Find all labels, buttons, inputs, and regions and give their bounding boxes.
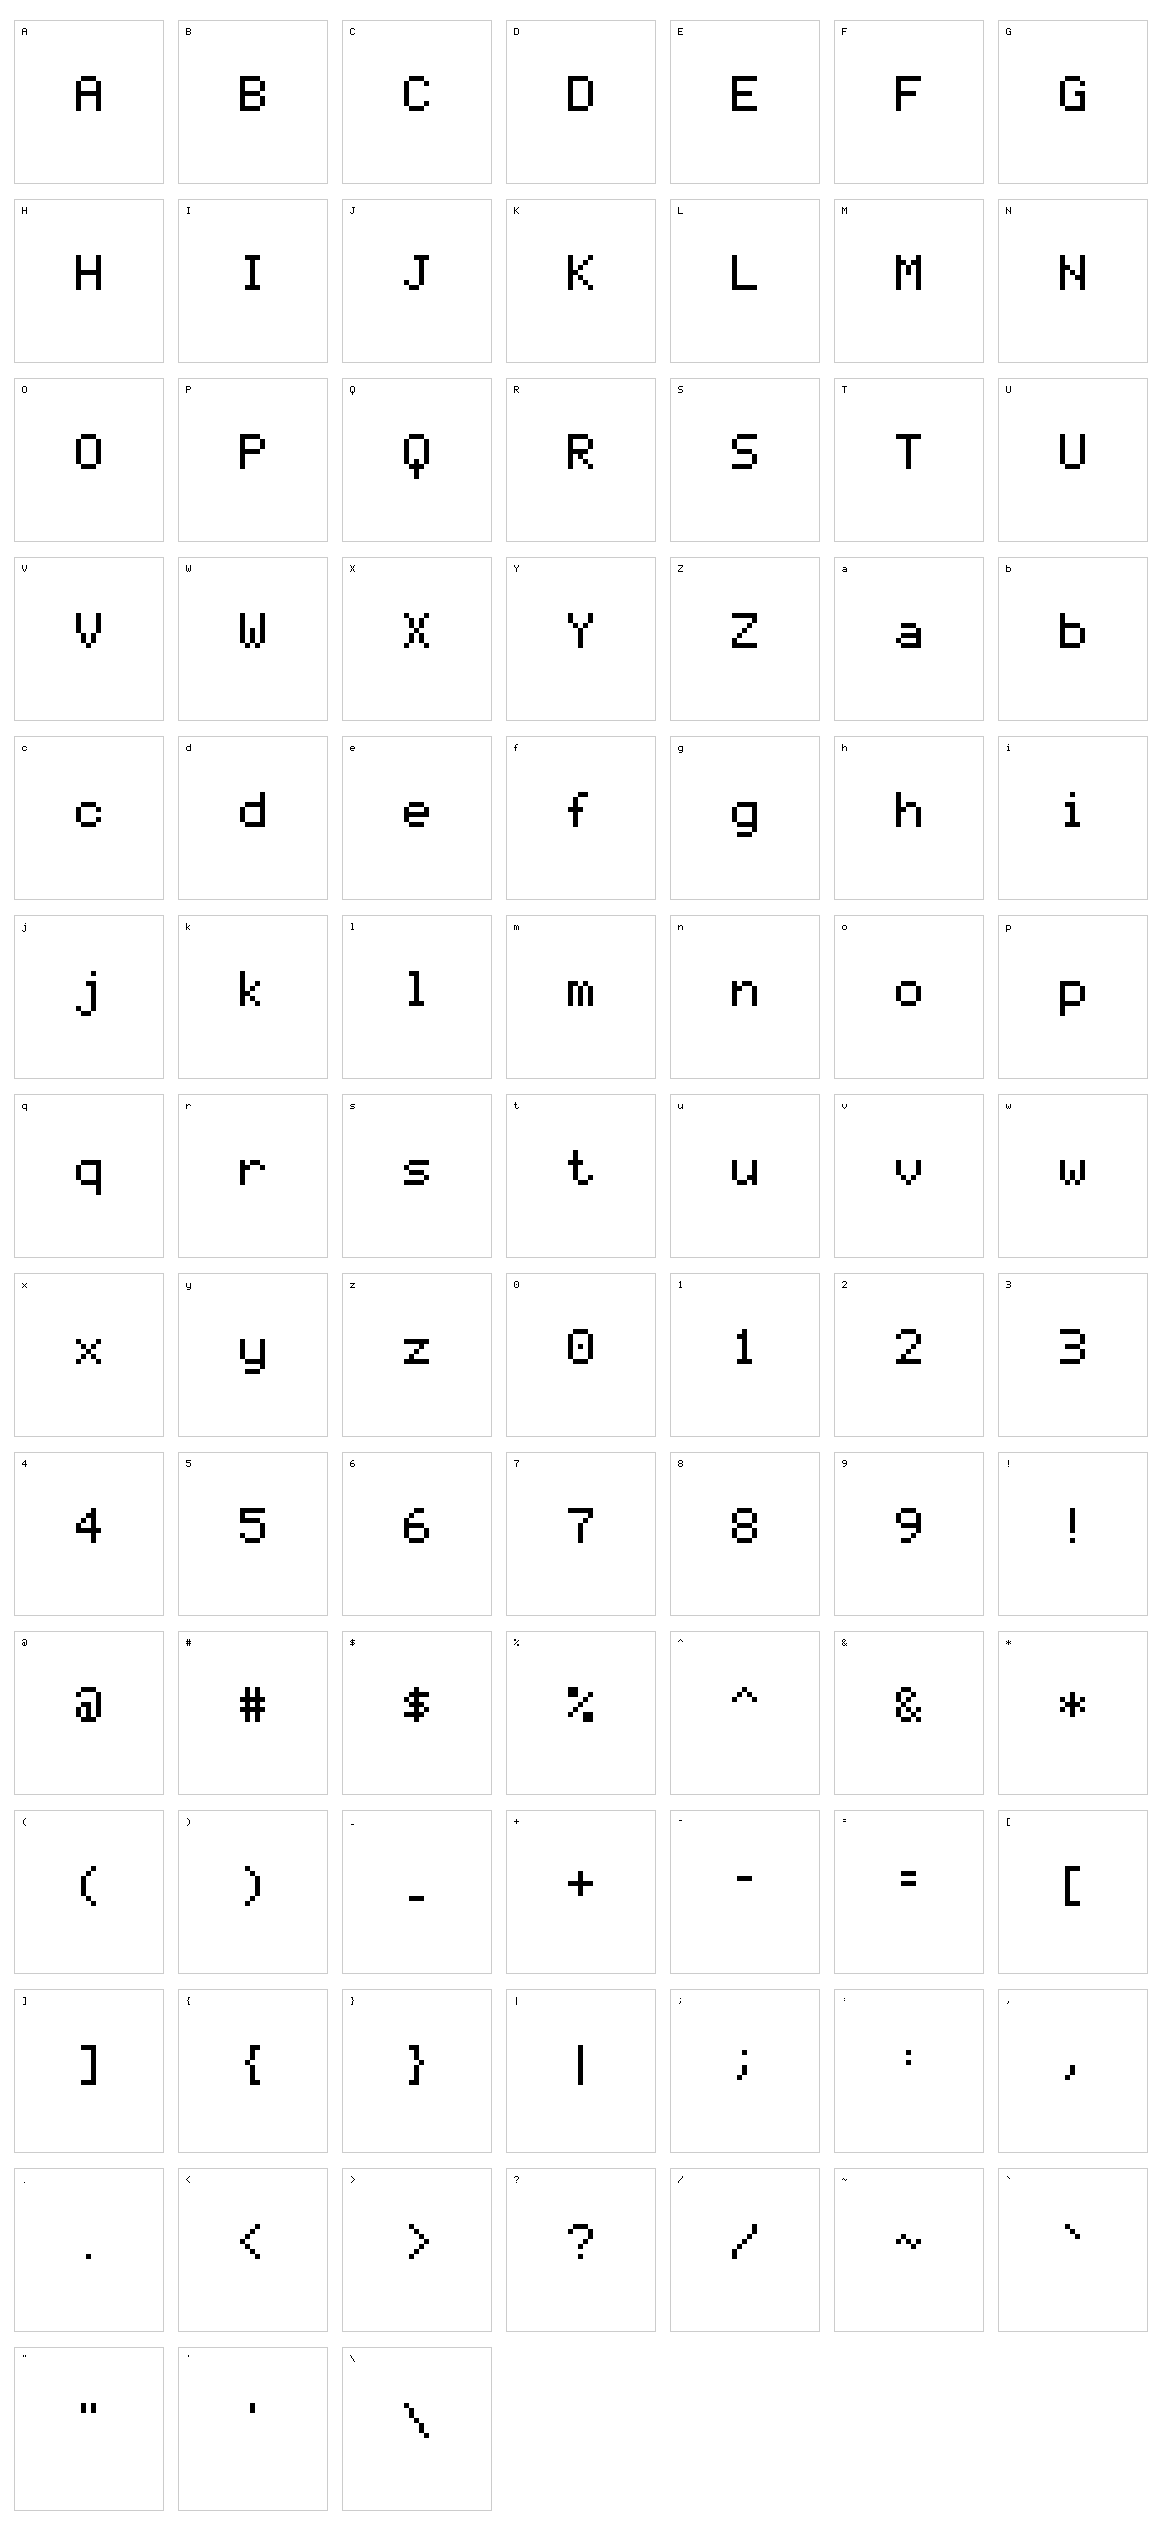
glyph-preview [1060, 1687, 1085, 1732]
glyph-preview [732, 1687, 757, 1732]
glyph-preview [568, 792, 593, 837]
glyph-cell [506, 199, 656, 363]
glyph-label [350, 2355, 355, 2364]
glyph-cell [178, 557, 328, 721]
glyph-label [514, 744, 519, 753]
glyph-cell [342, 1810, 492, 1974]
glyph-preview [732, 1150, 757, 1195]
glyph-preview [76, 2403, 101, 2448]
glyph-preview [896, 255, 921, 300]
glyph-cell [342, 736, 492, 900]
glyph-label [514, 28, 519, 37]
glyph-cell [834, 2168, 984, 2332]
glyph-cell [998, 1810, 1148, 1974]
glyph-preview [896, 1508, 921, 1553]
glyph-cell [14, 1452, 164, 1616]
glyph-preview [1060, 1329, 1085, 1374]
glyph-preview [76, 2045, 101, 2090]
glyph-cell [670, 1452, 820, 1616]
glyph-cell [178, 1094, 328, 1258]
glyph-cell [178, 1810, 328, 1974]
glyph-preview [732, 2224, 757, 2269]
glyph-label [678, 1460, 683, 1469]
glyph-label [186, 1639, 191, 1648]
glyph-preview [404, 1150, 429, 1195]
glyph-label [350, 1997, 355, 2006]
glyph-label [350, 28, 355, 37]
glyph-cell [998, 736, 1148, 900]
glyph-preview [404, 1329, 429, 1374]
glyph-preview [732, 434, 757, 479]
glyph-label [22, 1281, 27, 1290]
glyph-cell [506, 736, 656, 900]
glyph-label [186, 386, 191, 395]
glyph-preview [240, 76, 265, 121]
glyph-cell [178, 1989, 328, 2153]
glyph-cell [178, 1631, 328, 1795]
glyph-cell [506, 1810, 656, 1974]
glyph-preview [732, 1329, 757, 1374]
glyph-label [514, 1997, 519, 2006]
glyph-cell [342, 915, 492, 1079]
glyph-cell [834, 1273, 984, 1437]
glyph-preview [1060, 434, 1085, 479]
glyph-label [842, 386, 847, 395]
glyph-preview [240, 2045, 265, 2090]
glyph-label [186, 207, 191, 216]
glyph-preview [404, 2045, 429, 2090]
glyph-cell [14, 1989, 164, 2153]
glyph-label [1006, 28, 1011, 37]
glyph-cell [506, 20, 656, 184]
glyph-label [678, 923, 683, 932]
glyph-cell [670, 1631, 820, 1795]
glyph-label [350, 1102, 355, 1111]
glyph-cell [14, 1631, 164, 1795]
glyph-preview [240, 1687, 265, 1732]
glyph-label [1006, 1460, 1011, 1469]
glyph-preview [568, 76, 593, 121]
glyph-cell [14, 1273, 164, 1437]
glyph-preview [896, 2224, 921, 2269]
glyph-label [1006, 923, 1011, 932]
glyph-label [350, 565, 355, 574]
glyph-label [186, 923, 191, 932]
glyph-cell [998, 915, 1148, 1079]
glyph-cell [342, 2168, 492, 2332]
glyph-preview [896, 76, 921, 121]
glyph-label [514, 923, 519, 932]
glyph-label [350, 386, 355, 395]
glyph-preview [76, 1687, 101, 1732]
glyph-label [186, 1102, 191, 1111]
glyph-preview [76, 434, 101, 479]
glyph-cell [834, 1989, 984, 2153]
glyph-preview [568, 434, 593, 479]
glyph-preview [1060, 2045, 1085, 2090]
glyph-preview [404, 255, 429, 300]
glyph-preview [568, 1866, 593, 1911]
glyph-label [186, 1997, 191, 2006]
glyph-preview [404, 2403, 429, 2448]
glyph-preview [896, 792, 921, 837]
glyph-cell [178, 378, 328, 542]
glyph-preview [404, 971, 429, 1016]
glyph-preview [240, 1150, 265, 1195]
glyph-label [678, 1639, 683, 1648]
glyph-cell [834, 1094, 984, 1258]
glyph-cell [670, 20, 820, 184]
glyph-label [842, 207, 847, 216]
glyph-cell [834, 1631, 984, 1795]
glyph-preview [1060, 971, 1085, 1016]
glyph-cell [342, 557, 492, 721]
glyph-cell [342, 20, 492, 184]
glyph-label [678, 565, 683, 574]
glyph-label [514, 1818, 519, 1827]
glyph-label [350, 2176, 355, 2185]
glyph-preview [240, 1866, 265, 1911]
glyph-preview [404, 1687, 429, 1732]
glyph-preview [896, 1687, 921, 1732]
glyph-cell [14, 20, 164, 184]
glyph-label [186, 1281, 191, 1290]
glyph-label [186, 1818, 191, 1827]
glyph-cell [178, 915, 328, 1079]
glyph-label [22, 923, 27, 932]
glyph-label [514, 2176, 519, 2185]
glyph-cell [506, 1273, 656, 1437]
glyph-label [678, 2176, 683, 2185]
glyph-cell [178, 199, 328, 363]
glyph-preview [1060, 255, 1085, 300]
glyph-cell [670, 557, 820, 721]
glyph-label [22, 2176, 27, 2185]
glyph-cell [998, 2168, 1148, 2332]
glyph-preview [896, 613, 921, 658]
glyph-cell [14, 378, 164, 542]
glyph-label [842, 1997, 847, 2006]
glyph-preview [404, 1508, 429, 1553]
glyph-cell [342, 1452, 492, 1616]
glyph-preview [732, 1508, 757, 1553]
glyph-preview [240, 255, 265, 300]
glyph-preview [240, 2224, 265, 2269]
glyph-label [1006, 1997, 1011, 2006]
glyph-preview [76, 1866, 101, 1911]
glyph-preview [240, 792, 265, 837]
glyph-cell [670, 2168, 820, 2332]
glyph-preview [76, 76, 101, 121]
glyph-preview [404, 76, 429, 121]
glyph-cell [342, 1094, 492, 1258]
glyph-preview [240, 1508, 265, 1553]
glyph-preview [76, 971, 101, 1016]
glyph-cell [670, 915, 820, 1079]
glyph-cell [506, 557, 656, 721]
glyph-label [186, 2355, 191, 2364]
glyph-cell [506, 1094, 656, 1258]
glyph-label [22, 1102, 27, 1111]
glyph-cell [14, 736, 164, 900]
glyph-preview [240, 2403, 265, 2448]
glyph-cell [670, 1094, 820, 1258]
glyph-preview [568, 2224, 593, 2269]
glyph-cell [670, 736, 820, 900]
glyph-preview [568, 1150, 593, 1195]
glyph-cell [998, 1452, 1148, 1616]
glyph-cell [670, 1989, 820, 2153]
glyph-preview [732, 1866, 757, 1911]
glyph-cell [506, 378, 656, 542]
glyph-preview [568, 613, 593, 658]
glyph-label [514, 565, 519, 574]
glyph-cell [834, 1452, 984, 1616]
glyph-cell [506, 1989, 656, 2153]
glyph-label [842, 2176, 847, 2185]
glyph-preview [76, 255, 101, 300]
glyph-label [1006, 1639, 1011, 1648]
glyph-label [678, 1818, 683, 1827]
glyph-label [22, 744, 27, 753]
glyph-cell [14, 915, 164, 1079]
glyph-cell [14, 2168, 164, 2332]
glyph-cell [14, 1810, 164, 1974]
glyph-cell [998, 1273, 1148, 1437]
glyph-preview [240, 971, 265, 1016]
glyph-label [350, 207, 355, 216]
glyph-cell [998, 20, 1148, 184]
glyph-cell [998, 1989, 1148, 2153]
glyph-cell [178, 2168, 328, 2332]
glyph-label [22, 565, 27, 574]
glyph-preview [568, 255, 593, 300]
glyph-cell [506, 1452, 656, 1616]
glyph-cell [834, 199, 984, 363]
glyph-cell [178, 20, 328, 184]
glyph-preview [404, 434, 429, 479]
glyph-label [842, 1102, 847, 1111]
glyph-preview [568, 971, 593, 1016]
glyph-cell [670, 199, 820, 363]
glyph-label [186, 1460, 191, 1469]
glyph-cell [178, 1273, 328, 1437]
glyph-label [1006, 207, 1011, 216]
glyph-cell [670, 1273, 820, 1437]
glyph-preview [404, 792, 429, 837]
glyph-label [678, 744, 683, 753]
glyph-label [350, 1460, 355, 1469]
glyph-preview [732, 613, 757, 658]
glyph-cell [834, 736, 984, 900]
glyph-label [186, 744, 191, 753]
glyph-cell [14, 199, 164, 363]
glyph-preview [76, 792, 101, 837]
glyph-label [350, 923, 355, 932]
glyph-cell [834, 557, 984, 721]
glyph-cell [178, 2347, 328, 2511]
glyph-cell [342, 2347, 492, 2511]
glyph-cell [998, 378, 1148, 542]
glyph-label [678, 1102, 683, 1111]
glyph-label [22, 386, 27, 395]
glyph-label [842, 28, 847, 37]
glyph-label [842, 744, 847, 753]
glyph-preview [1060, 1508, 1085, 1553]
glyph-label [22, 1997, 27, 2006]
glyph-label [22, 28, 27, 37]
glyph-preview [896, 1329, 921, 1374]
glyph-label [1006, 1818, 1011, 1827]
glyph-label [186, 565, 191, 574]
glyph-cell [506, 1631, 656, 1795]
glyph-label [1006, 565, 1011, 574]
glyph-cell [834, 915, 984, 1079]
glyph-preview [1060, 613, 1085, 658]
glyph-cell [342, 378, 492, 542]
glyph-label [842, 923, 847, 932]
glyph-cell [670, 378, 820, 542]
glyph-label [350, 1281, 355, 1290]
glyph-preview [896, 434, 921, 479]
glyph-cell [14, 557, 164, 721]
glyph-preview [568, 1508, 593, 1553]
glyph-cell [998, 557, 1148, 721]
glyph-preview [240, 1329, 265, 1374]
glyph-cell [178, 736, 328, 900]
glyph-cell [998, 199, 1148, 363]
glyph-label [678, 386, 683, 395]
glyph-cell [998, 1094, 1148, 1258]
glyph-label [186, 28, 191, 37]
glyph-preview [404, 1866, 429, 1911]
glyph-label [842, 565, 847, 574]
glyph-cell [14, 1094, 164, 1258]
glyph-cell [342, 1273, 492, 1437]
glyph-preview [1060, 1150, 1085, 1195]
glyph-cell [342, 1631, 492, 1795]
glyph-preview [732, 971, 757, 1016]
glyph-preview [76, 1150, 101, 1195]
glyph-preview [1060, 76, 1085, 121]
glyph-label [350, 1818, 355, 1827]
glyph-label [678, 207, 683, 216]
glyph-label [1006, 1281, 1011, 1290]
glyph-label [842, 1281, 847, 1290]
glyph-preview [76, 1508, 101, 1553]
character-map-grid [14, 20, 1148, 2511]
glyph-label [678, 1997, 683, 2006]
glyph-label [514, 386, 519, 395]
glyph-preview [240, 434, 265, 479]
glyph-preview [1060, 1866, 1085, 1911]
glyph-cell [834, 1810, 984, 1974]
glyph-label [1006, 1102, 1011, 1111]
glyph-label [1006, 386, 1011, 395]
glyph-preview [732, 792, 757, 837]
glyph-label [514, 1102, 519, 1111]
glyph-label [842, 1460, 847, 1469]
glyph-preview [896, 1866, 921, 1911]
glyph-label [514, 1281, 519, 1290]
glyph-label [514, 1460, 519, 1469]
glyph-preview [76, 2224, 101, 2269]
glyph-preview [896, 1150, 921, 1195]
glyph-cell [834, 378, 984, 542]
glyph-label [22, 1460, 27, 1469]
glyph-preview [1060, 792, 1085, 837]
glyph-label [350, 1639, 355, 1648]
glyph-preview [896, 2045, 921, 2090]
glyph-cell [834, 20, 984, 184]
glyph-preview [732, 2045, 757, 2090]
glyph-label [22, 2355, 27, 2364]
glyph-label [350, 744, 355, 753]
glyph-preview [240, 613, 265, 658]
glyph-preview [1060, 2224, 1085, 2269]
glyph-label [678, 1281, 683, 1290]
glyph-cell [342, 1989, 492, 2153]
glyph-preview [76, 1329, 101, 1374]
glyph-cell [178, 1452, 328, 1616]
glyph-cell [506, 915, 656, 1079]
glyph-label [514, 207, 519, 216]
glyph-cell [14, 2347, 164, 2511]
glyph-preview [76, 613, 101, 658]
glyph-cell [342, 199, 492, 363]
glyph-preview [568, 2045, 593, 2090]
glyph-label [22, 1639, 27, 1648]
glyph-label [1006, 744, 1011, 753]
glyph-preview [896, 971, 921, 1016]
glyph-cell [670, 1810, 820, 1974]
glyph-label [842, 1818, 847, 1827]
glyph-label [842, 1639, 847, 1648]
glyph-label [514, 1639, 519, 1648]
glyph-preview [404, 2224, 429, 2269]
glyph-preview [732, 76, 757, 121]
glyph-preview [732, 255, 757, 300]
glyph-preview [568, 1687, 593, 1732]
glyph-cell [506, 2168, 656, 2332]
glyph-label [22, 207, 27, 216]
glyph-label [1006, 2176, 1011, 2185]
glyph-preview [404, 613, 429, 658]
glyph-label [678, 28, 683, 37]
glyph-preview [568, 1329, 593, 1374]
glyph-cell [998, 1631, 1148, 1795]
glyph-label [186, 2176, 191, 2185]
glyph-label [22, 1818, 27, 1827]
